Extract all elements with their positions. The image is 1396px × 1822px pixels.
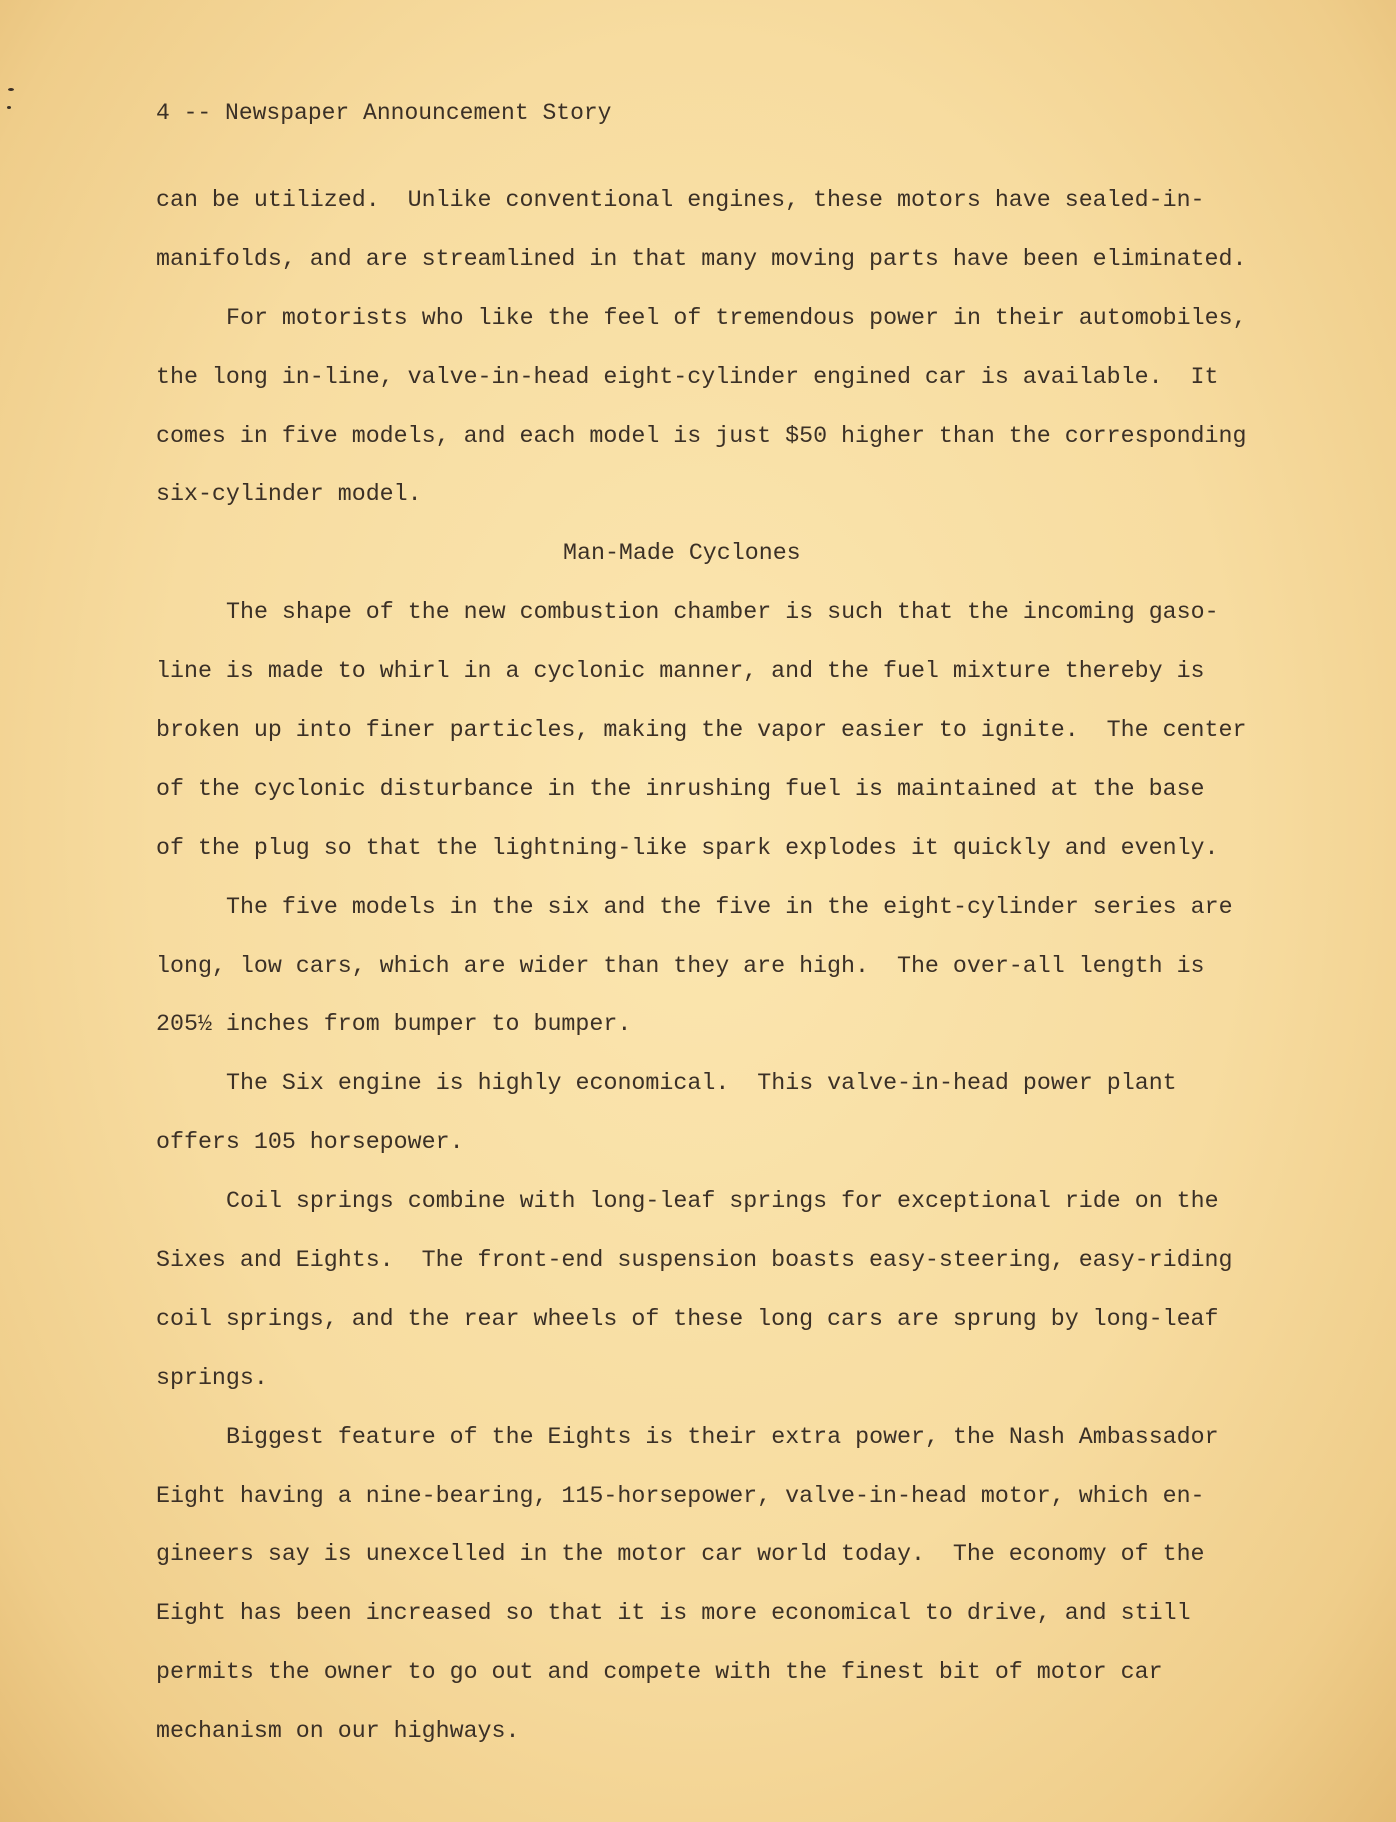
text-line: of the plug so that the lightning-like spark explodes it quickly and evenly. [156, 834, 1219, 861]
text-line: Eight has been increased so that it is more economical to drive, and still [156, 1600, 1191, 1627]
text-line: can be utilized. Unlike conventional engines, these motors have sealed-in- [156, 187, 1205, 213]
text-line: Coil springs combine with long-leaf springs for exceptional ride on the [226, 1188, 1219, 1215]
text-line: 205½ inches from bumper to bumper. [156, 1011, 632, 1038]
text-line: The shape of the new combustion chamber is such that the incoming gaso- [226, 599, 1219, 626]
text-line: broken up into finer particles, making the vapor easier to ignite. The center [156, 717, 1247, 744]
text-line: mechanism on our highways. [156, 1718, 520, 1745]
paper-speck [8, 88, 14, 91]
text-line: Sixes and Eights. The front-end suspension boasts easy-steering, easy-riding [156, 1247, 1233, 1274]
text-line: The Six engine is highly economical. This valve-in-head power plant [226, 1070, 1177, 1097]
text-line: comes in five models, and each model is just $50 higher than the corresponding [156, 422, 1247, 449]
text-line: manifolds, and are streamlined in that many moving parts have been eliminated. [156, 245, 1247, 272]
text-line: of the cyclonic disturbance in the inrushing fuel is maintained at the base [156, 775, 1205, 802]
section-heading: Man-Made Cyclones [563, 540, 801, 567]
text-line: long, low cars, which are wider than they are high. The over-all length is [156, 952, 1205, 979]
text-line: springs. [156, 1364, 268, 1391]
text-line: offers 105 horsepower. [156, 1129, 464, 1156]
text-line: Biggest feature of the Eights is their extra power, the Nash Ambassador [226, 1423, 1219, 1450]
text-line: six-cylinder model. [156, 481, 422, 508]
text-line: gineers say is unexcelled in the motor car world today. The economy of the [156, 1541, 1205, 1568]
paper-speck [7, 106, 11, 109]
text-line: The five models in the six and the five in the eight-cylinder series are [226, 893, 1233, 920]
document-body [156, 184, 1256, 1774]
page-header: 4 -- Newspaper Announcement Story [156, 100, 612, 126]
text-line: Eight having a nine-bearing, 115-horsepower, valve-in-head motor, which en- [156, 1482, 1205, 1509]
text-line: coil springs, and the rear wheels of these long cars are sprung by long-leaf [156, 1305, 1219, 1332]
text-line: For motorists who like the feel of tremendous power in their automobiles, [226, 304, 1247, 331]
text-line: line is made to whirl in a cyclonic manner, and the fuel mixture thereby is [156, 658, 1205, 685]
text-line: the long in-line, valve-in-head eight-cylinder engined car is available. It [156, 363, 1219, 390]
text-line: permits the owner to go out and compete with the finest bit of motor car [156, 1659, 1163, 1686]
